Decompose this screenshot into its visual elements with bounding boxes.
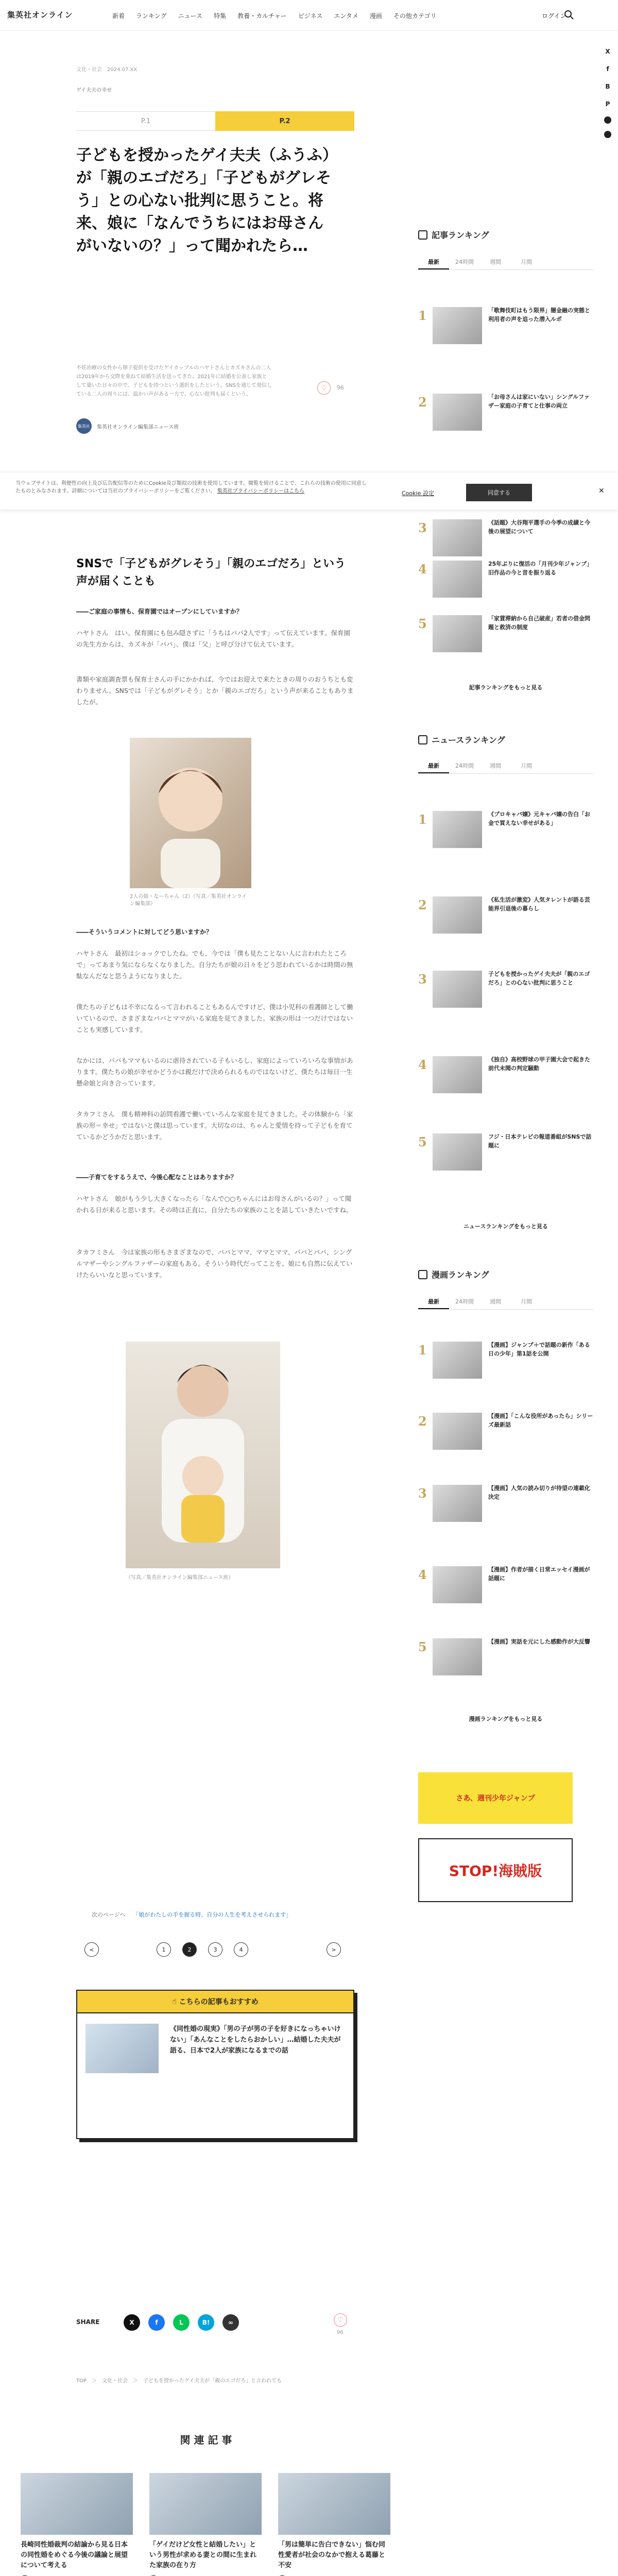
login-link[interactable]: ログイン	[542, 12, 566, 20]
photo-caption: （写真／集英社オンライン編集部ニュース班）	[126, 1575, 234, 1581]
ranking-thumbnail[interactable]	[433, 1056, 482, 1093]
related-article[interactable]	[278, 2473, 390, 2576]
ranking-title[interactable]: 《プロキャバ嬢》元キャバ嬢の告白「お金で買えない幸せがある」	[488, 811, 590, 826]
manga-ranking-heading	[418, 1268, 489, 1280]
hatena-share-icon[interactable]: B	[605, 83, 610, 90]
related-article[interactable]	[149, 2473, 262, 2576]
ranking-item[interactable]	[418, 517, 593, 561]
tab-weekly[interactable]: 週間	[490, 1298, 501, 1305]
ranking-title[interactable]: 《話題》大谷翔平選手の今季の成績と今後の展望について	[488, 519, 590, 535]
photo-caption: 2人の娘・なーちゃん（2）（写真／集英社オンライン編集部）	[130, 894, 247, 907]
nav-item-entertainment[interactable]: エンタメ	[334, 12, 358, 20]
ranking-item[interactable]	[418, 1054, 593, 1097]
recommended-heading	[77, 1991, 353, 2013]
body-paragraph: ハヤトさん 娘がもう少し大きくなったら「なんで○○ちゃんにはお母さんがいるの？」って聞かれる日が来ると思います。その時は正直に、自分たちの家族のことを話していきたいですね。	[76, 1195, 353, 1214]
related-thumbnail[interactable]	[278, 2473, 390, 2535]
related-thumbnail[interactable]	[21, 2473, 133, 2535]
page-4-button[interactable]: 4	[234, 1942, 248, 1957]
cookie-accept-button[interactable]: 同意する	[466, 484, 532, 501]
body-paragraph: 書類や家庭調査票も保育士さんの手にかかれば、今ではお迎えで来たときの周りのおうちとも変わりません。SNSでは「子どもがグレそう」とか「親のエゴだろ」という声が来ることもありましたが。	[76, 675, 354, 706]
pagination	[84, 1942, 346, 1957]
tab-latest[interactable]: 最新	[418, 255, 449, 269]
interview-question: ――ご家庭の事情も、保育園ではオープンにしていますか？	[76, 608, 243, 615]
page-tab-1[interactable]: P.1	[76, 111, 215, 131]
ranking-title[interactable]: 【漫画】ジャンプ＋で話題の新作「ある日の少年」第1話を公開	[488, 1342, 590, 1357]
rank-number: 1	[418, 308, 427, 323]
x-share-icon[interactable]: X	[605, 48, 610, 55]
author-name: 集英社オンライン編集部ニュース班	[97, 424, 179, 430]
site-header	[0, 0, 618, 31]
cookie-settings-link[interactable]: Cookie 設定	[402, 490, 434, 497]
facebook-share-button[interactable]: f	[148, 2314, 165, 2331]
rank-number: 4	[418, 562, 427, 577]
share-rail	[602, 46, 614, 145]
body-paragraph: 僕たちの子どもは不幸になるって言われることもあるんですけど、僕は小児科の看護師として働いているので、さまざまなパパとママがいる家庭を見てきました。家族の形は一つだけではないことも実感しています。	[76, 1003, 353, 1033]
tab-weekly[interactable]: 週間	[490, 259, 501, 265]
related-title[interactable]: 「男は簡単に告白できない」悩む同性愛者が社会のなかで抱える葛藤と不安	[278, 2541, 386, 2569]
next-page-prefix: 次のページへ	[92, 1911, 126, 1918]
ranking-item[interactable]	[418, 305, 593, 348]
ranking-item[interactable]	[418, 1411, 593, 1454]
tab-monthly[interactable]: 月間	[521, 259, 532, 265]
cookie-body: 当ウェブサイトは、利便性の向上及び広告配信等のためにCookie及び類似の技術を使用しています。閲覧を続けることで、これらの技術の使用に同意したものとみなされます。詳細については当社のプライバシーポリシーをご覧ください。	[15, 481, 367, 494]
cookie-banner	[0, 472, 618, 510]
thumbs-up-icon: ☝	[172, 1997, 177, 2006]
interview-question: ――子育てをするうえで、今後心配なことはありますか？	[76, 1174, 237, 1181]
author-block[interactable]	[76, 418, 179, 434]
manga-ranking-tabs	[418, 1294, 593, 1310]
manga-ranking-title: 漫画ランキング	[432, 1270, 489, 1280]
next-page-link[interactable]: 「娘がわたしの手を握る時、自分の人生を考えさせられます」	[133, 1911, 292, 1918]
ranking-title[interactable]: 《独自》高校野球の甲子園大会で起きた前代未聞の判定騒動	[488, 1056, 590, 1072]
section-heading: SNSで「子どもがグレそう」「親のエゴだろ」という声が届くことも	[76, 557, 346, 588]
tab-24h[interactable]: 24時間	[455, 259, 474, 265]
breadcrumb[interactable]: TOP ＞ 文化・社会 ＞ 子どもを授かったゲイ夫夫が「親のエゴだろ」と言われても	[76, 2378, 282, 2384]
article-photo-daughter[interactable]	[130, 738, 251, 888]
ranking-title[interactable]: 【漫画】実話を元にした感動作が大反響	[488, 1638, 590, 1645]
ranking-item[interactable]	[418, 558, 593, 602]
page-3-button[interactable]: 3	[208, 1942, 222, 1957]
article-ranking-heading	[418, 229, 489, 241]
nav-item-ranking[interactable]: ランキング	[136, 12, 167, 20]
ranking-title[interactable]: 《私生活が激変》人気タレントが語る芸能界引退後の暮らし	[488, 896, 590, 912]
copy-link-icon[interactable]	[604, 131, 611, 138]
ranking-icon	[418, 230, 427, 240]
body-paragraph: タカフミさん 今は家族の形もさまざまなので、パパとママ、ママとママ、パパとパパ、シングルマザーやシングルファザーの家庭もある。そういう時代だってことを、娘にも自然に伝えていけたらいいなと思っています。	[76, 1248, 353, 1279]
rank-number: 4	[418, 1567, 427, 1582]
ranking-title[interactable]: 子どもを授かったゲイ夫夫が「親のエゴだろ」との心ない批判に思うこと	[488, 971, 590, 986]
article-ranking-more-link[interactable]: 記事ランキングをもっと見る	[469, 684, 543, 691]
body-paragraph: ハヤトさん はい。保育園にも包み隠さずに「うちはパパ2人です」って伝えています。保育園の先生方からは、カズキが「パパ」、僕は「父」と呼び分けて伝えています。	[76, 629, 350, 648]
ranking-thumbnail[interactable]	[433, 519, 482, 556]
recommended-title[interactable]: 《同性婚の現実》「男の子が男の子を好きになっちゃいけない」「あんなことをしたらおかしい」…結婚した夫夫が語る、日本で2人が家族になるまでの話	[170, 2025, 341, 2055]
related-article[interactable]	[21, 2473, 133, 2576]
ranking-item[interactable]	[418, 894, 593, 938]
news-ranking-heading	[418, 734, 505, 745]
article-photo-family[interactable]	[126, 1342, 280, 1568]
ranking-item[interactable]	[418, 1131, 593, 1175]
article-meta: 文化・社会 2024.07.XX	[76, 67, 138, 73]
ranking-title[interactable]: 「家賃滞納から自己破産」若者の借金問題と救済の制度	[488, 615, 590, 631]
line-share-icon[interactable]	[604, 116, 611, 124]
article-ranking-title: 記事ランキング	[432, 230, 489, 240]
rank-number: 4	[418, 1057, 427, 1072]
ranking-item[interactable]	[418, 969, 593, 1012]
next-page-button[interactable]: >	[327, 1942, 341, 1957]
article-category[interactable]: ゲイ夫夫の幸せ	[76, 88, 112, 93]
ranking-thumbnail[interactable]	[433, 1566, 482, 1603]
related-thumbnail[interactable]	[149, 2473, 262, 2535]
ranking-title[interactable]: 25年ぶりに復活の「月刊少年ジャンプ」旧作品の今と昔を振り返る	[488, 561, 593, 576]
news-ranking-more-link[interactable]: ニュースランキングをもっと見る	[463, 1223, 548, 1230]
recommended-thumbnail[interactable]	[85, 2024, 159, 2073]
prev-page-button[interactable]: <	[84, 1942, 99, 1957]
tab-latest[interactable]: 最新	[418, 1294, 449, 1309]
related-title[interactable]: 長崎同性婚裁判の結論から見る日本の同性婚をめぐる今後の議論と展望について考える	[21, 2541, 128, 2569]
ranking-item[interactable]	[418, 392, 593, 435]
rank-number: 2	[418, 897, 427, 912]
article-ranking-tabs	[418, 255, 593, 270]
copy-link-button[interactable]: ∞	[222, 2314, 239, 2331]
tab-24h[interactable]: 24時間	[455, 1298, 474, 1305]
ranking-title[interactable]: 【漫画】人気の読み切りが待望の連載化決定	[488, 1485, 590, 1500]
interview-question: ――そういうコメントに対してどう思いますか？	[76, 928, 213, 936]
privacy-policy-link[interactable]: 集英社プライバシーポリシーはこちら	[217, 488, 305, 494]
news-ranking-tabs	[418, 758, 593, 774]
favorite-heart-icon[interactable]: ♡	[317, 381, 331, 395]
tab-monthly[interactable]: 月間	[521, 1298, 532, 1305]
rank-number: 3	[418, 972, 427, 987]
rank-number: 5	[418, 616, 427, 631]
page-tabs	[76, 111, 354, 131]
tab-24h[interactable]: 24時間	[455, 762, 474, 769]
ranking-title[interactable]: 「歌舞伎町はもう限界」闇金融の実態と利用者の声を追った潜入ルポ	[488, 307, 590, 323]
related-title[interactable]: 「ゲイだけど女性と結婚したい」という男性が求める妻との間に生まれた家族の在り方	[149, 2541, 257, 2569]
next-page-line	[92, 1910, 291, 1919]
ranking-thumbnail[interactable]	[433, 1342, 482, 1379]
ranking-item[interactable]	[418, 1340, 593, 1383]
search-icon[interactable]	[563, 9, 575, 21]
ranking-icon	[418, 1270, 427, 1279]
close-icon[interactable]: ✕	[598, 487, 605, 495]
ranking-thumbnail[interactable]	[433, 1133, 482, 1171]
ranking-icon	[418, 735, 427, 744]
page-tab-2[interactable]: P.2	[215, 111, 354, 131]
favorite-count: 96	[337, 384, 344, 391]
global-nav	[112, 11, 436, 20]
ranking-thumbnail[interactable]	[433, 896, 482, 934]
stop-piracy-banner-ad[interactable]: STOP!海賊版	[418, 1838, 573, 1902]
ranking-thumbnail[interactable]	[433, 561, 482, 598]
body-paragraph: なかには、パパもママもいるのに虐待されている子もいるし、家庭によっていろいろな事情があります。僕たちの娘が幸せかどうかは親だけで決められるものではないけど、僕たちは毎日一生懸命娘と向き合っています。	[76, 1057, 353, 1087]
nav-item-other[interactable]: その他カテゴリ	[393, 12, 437, 20]
ranking-title[interactable]: フジ・日本テレビの報道番組がSNSで話題に	[488, 1133, 592, 1149]
related-articles-heading: 関 連 記 事	[180, 2434, 232, 2446]
jump-banner-ad[interactable]: さあ、週刊少年ジャンプ	[418, 1772, 573, 1824]
ranking-thumbnail[interactable]	[433, 615, 482, 652]
share-buttons	[124, 2314, 239, 2331]
favorite-count: 96	[337, 2330, 344, 2335]
nav-item-business[interactable]: ビジネス	[298, 12, 323, 20]
nav-item-feature[interactable]: 特集	[214, 12, 227, 20]
favorite-heart-icon[interactable]: ♡	[334, 2313, 347, 2327]
pocket-share-icon[interactable]: P	[605, 100, 610, 108]
nav-item-manga[interactable]: 漫画	[369, 12, 382, 20]
rank-number: 1	[418, 1343, 427, 1358]
share-label: SHARE	[76, 2318, 100, 2326]
ranking-item[interactable]	[418, 1636, 593, 1680]
article-lead: 不妊治療の女性から卵子提供を受けたゲイカップルのハヤトさんとカズキさんの二人は2019年から交際を重ねて結婚生活を送ってきた。2021年に結婚を公表し家族として築いた日々の中で、子どもを持つという選択をしたという。SNSを通じて発信している二人の周りには、温かい声がある一方で、心ない批判も届くという。	[76, 365, 272, 397]
recommended-article-card[interactable]	[76, 1990, 354, 2139]
rank-number: 5	[418, 1639, 427, 1654]
page-2-button[interactable]: 2	[182, 1942, 197, 1957]
page-1-button[interactable]: 1	[157, 1942, 171, 1957]
recommended-heading-text: こちらの記事もおすすめ	[179, 1998, 259, 2006]
ranking-thumbnail[interactable]	[433, 1485, 482, 1522]
ranking-item[interactable]	[418, 809, 593, 852]
rank-number: 5	[418, 1134, 427, 1149]
ranking-item[interactable]	[418, 1483, 593, 1526]
cookie-text	[15, 480, 371, 495]
tab-weekly[interactable]: 週間	[490, 762, 501, 769]
news-ranking-title: ニュースランキング	[432, 735, 505, 745]
tab-monthly[interactable]: 月間	[521, 762, 532, 769]
body-paragraph: ハヤトさん 最初はショックでしたね。でも、今では「僕も見たことない人に言われたところで」ってあまり気にならなくなりました。自分たちが娘の日々をどう思われているかは時間の無駄なんだなと思うようになりました。	[76, 950, 353, 980]
author-avatar: 集英社	[76, 418, 92, 434]
site-logo[interactable]: 集英社オンライン	[7, 10, 73, 20]
nav-item-news[interactable]: ニュース	[178, 12, 203, 20]
ranking-thumbnail[interactable]	[433, 811, 482, 848]
facebook-share-icon[interactable]: f	[606, 65, 609, 73]
rank-number: 2	[418, 1414, 427, 1429]
ranking-title[interactable]: 【漫画】作者が描く日常エッセイ漫画が話題に	[488, 1566, 590, 1582]
rank-number: 1	[418, 812, 427, 827]
ranking-item[interactable]	[418, 613, 593, 656]
ranking-thumbnail[interactable]	[433, 971, 482, 1008]
rank-number: 2	[418, 395, 427, 410]
rank-number: 3	[418, 520, 427, 535]
nav-item-new[interactable]: 新着	[112, 12, 125, 20]
manga-ranking-more-link[interactable]: 漫画ランキングをもっと見る	[469, 1716, 543, 1722]
article-title: 子どもを授かったゲイ夫夫（ふうふ）が「親のエゴだろ」「子どもがグレそう」との心ない批判に思うこと。将来、娘に「なんでうちにはお母さんがいないの？」って聞かれたら…	[76, 146, 331, 255]
rank-number: 3	[418, 1486, 427, 1501]
ranking-item[interactable]	[418, 1564, 593, 1607]
ranking-thumbnail[interactable]	[433, 1638, 482, 1675]
ranking-thumbnail[interactable]	[433, 307, 482, 344]
hatena-share-button[interactable]: B!	[198, 2314, 214, 2331]
body-paragraph: タカフミさん 僕も精神科の訪問看護で働いていろんな家庭を見てきました。その体験から「家族の形＝幸せ」ではないと僕は思っています。大切なのは、ちゃんと愛情を持って子どもを育てているかどうかだと思います。	[76, 1110, 353, 1141]
nav-item-culture[interactable]: 教養・カルチャー	[237, 12, 287, 20]
ranking-thumbnail[interactable]	[433, 1413, 482, 1450]
ranking-title[interactable]: 「お母さんは家にいない」シングルファザー家庭の子育てと仕事の両立	[488, 394, 590, 409]
ranking-thumbnail[interactable]	[433, 394, 482, 431]
x-share-button[interactable]: X	[124, 2314, 140, 2331]
line-share-button[interactable]: L	[173, 2314, 190, 2331]
ranking-title[interactable]: 【漫画】「こんな役所があったら」シリーズ最新話	[488, 1413, 593, 1428]
tab-latest[interactable]: 最新	[418, 758, 449, 773]
